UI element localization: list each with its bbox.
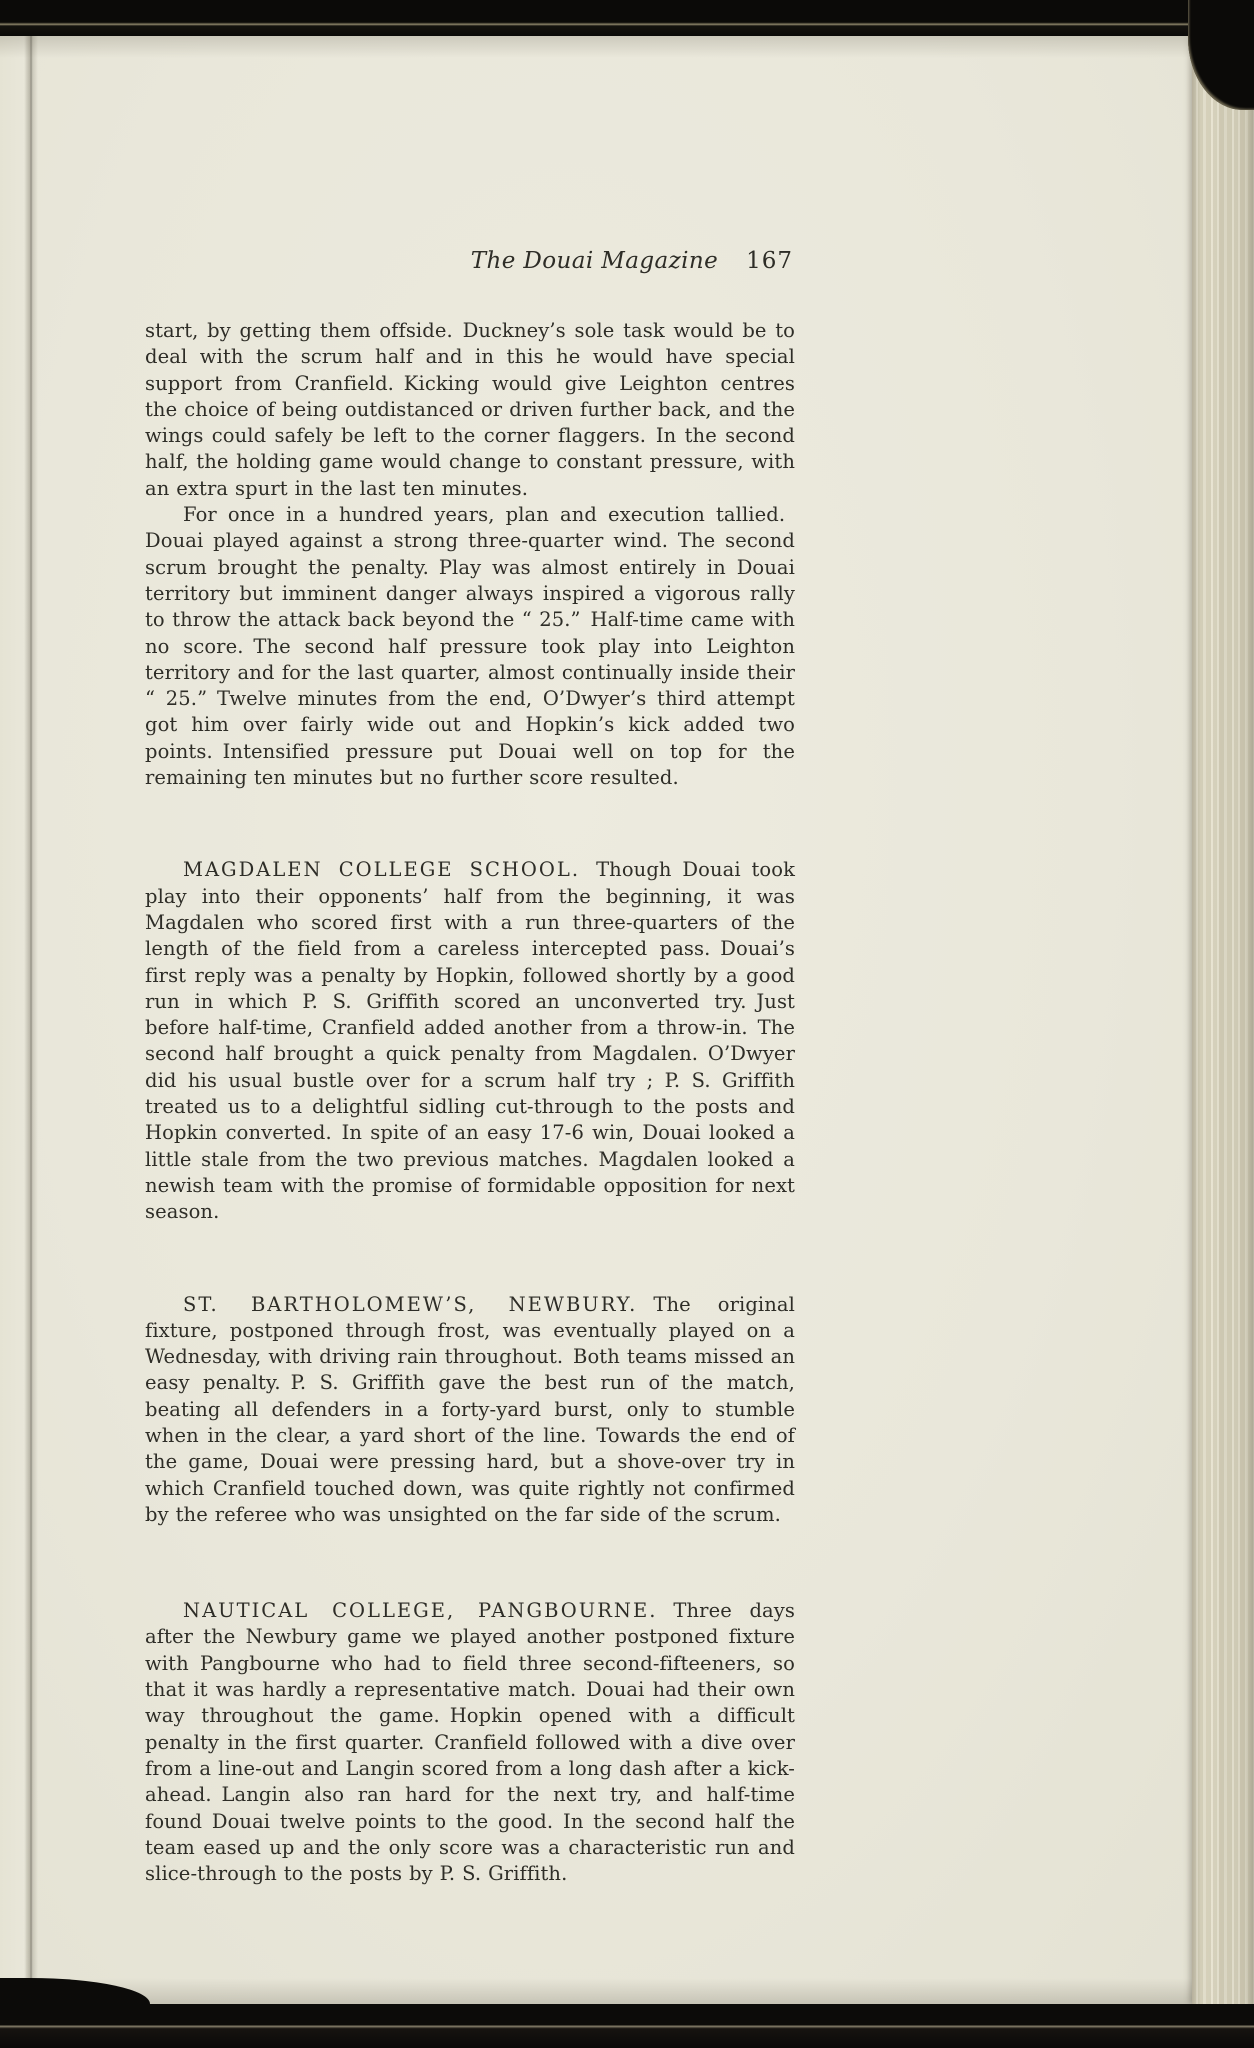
- paragraph-text: For once in a hundred years, plan and execution tallied. Douai played against a strong three-quarter wind. The second scrum brought the penalty. Play was almost entirely in Douai territory but imminent danger always inspired a vigorous rally to throw the attack back beyond the “ 25.” Half-time came with no score. The second half pressure took play into Leighton territory and for the last quarter, almost continually inside their “ 25.” Twelve minutes from the end, O’Dwyer’s third attempt got him over fairly wide out and Hopkin’s kick added two points. Intensified pressure put Douai well on top for the remaining ten minutes but no further score resulted.: [145, 503, 795, 790]
- section-heading: NAUTICAL COLLEGE, PANGBOURNE.: [183, 1599, 658, 1623]
- paragraph-text: Though Douai took play into their opponents’ half from the beginning, it was Magdalen who scored first with a run three-quarters of the length of the field from a careless intercepted pass. Douai’s first reply was a penalty by Hopkin, followed shortly by a good run in which P. S. Griffith scored an unconverted try. Just before half-time, Cranfield added another from a throw-in. The second half brought a quick penalty from Magdalen. O’Dwyer did his usual bustle over for a scrum half try ; P. S. Griffith treated us to a delightful sidling cut-through to the posts and Hopkin converted. In spite of an easy 17-6 win, Douai looked a little stale from the two previous matches. Magdalen looked a newish team with the promise of formidable opposition for next season.: [145, 858, 795, 1224]
- book-cover-bottom-edge: [0, 2004, 1254, 2048]
- running-head-title: The Douai Magazine: [470, 248, 719, 274]
- running-head: [145, 248, 793, 274]
- paragraph: [145, 1292, 795, 1529]
- stacked-page-edges: [1192, 34, 1254, 2006]
- page-gutter-crease: [24, 36, 38, 2004]
- paragraph-text: Three days after the Newbury game we played another postponed fixture with Pangbourne who had to field three second-fifteeners, so that it was hardly a representative match. Douai had their own way throughout the game. Hopkin opened with a difficult penalty in the first quarter. Cranfield followed with a dive over from a line-out and Langin scored from a long dash after a kick-ahead. Langin also ran hard for the next try, and half-time found Douai twelve points to the good. In the second half the team eased up and the only score was a characteristic run and slice-through to the posts by P. S. Griffith.: [145, 1599, 795, 1886]
- page-top-curve-shadow: [0, 36, 1194, 58]
- paragraph: [145, 502, 795, 791]
- paragraph-text: The original fixture, postponed through frost, was eventually played on a Wednesday, with driving rain throughout. Both teams missed an easy penalty. P. S. Griffith gave the best run of the match, beating all defenders in a forty-yard burst, only to stumble when in the clear, a yard short of the line. Towards the end of the game, Douai were pressing hard, but a shove-over try in which Cranfield touched down, was quite rightly not confirmed by the referee who was unsighted on the far side of the scrum.: [145, 1292, 795, 1526]
- page-number: 167: [746, 248, 793, 274]
- magazine-page-text: [145, 248, 795, 1887]
- section-heading: MAGDALEN COLLEGE SCHOOL.: [183, 858, 581, 882]
- section-heading: ST. BARTHOLOMEW’S, NEWBURY.: [183, 1292, 638, 1316]
- paragraph: [145, 857, 795, 1225]
- book-cover-top-edge: [0, 0, 1254, 36]
- adjacent-page-sliver: [0, 36, 26, 2004]
- paragraph: [145, 318, 795, 502]
- paragraph: [145, 1598, 795, 1887]
- page-bottom-curve-shadow: [0, 1978, 1194, 2004]
- paragraph-text: start, by getting them offside. Duckney’s sole task would be to deal with the scrum half and in this he would have special support from Cranfield. Kicking would give Leighton centres the choice of being outdistanced or driven further back, and the wings could safely be left to the corner flaggers. In the second half, the holding game would change to constant pressure, with an extra spurt in the last ten minutes.: [145, 319, 795, 500]
